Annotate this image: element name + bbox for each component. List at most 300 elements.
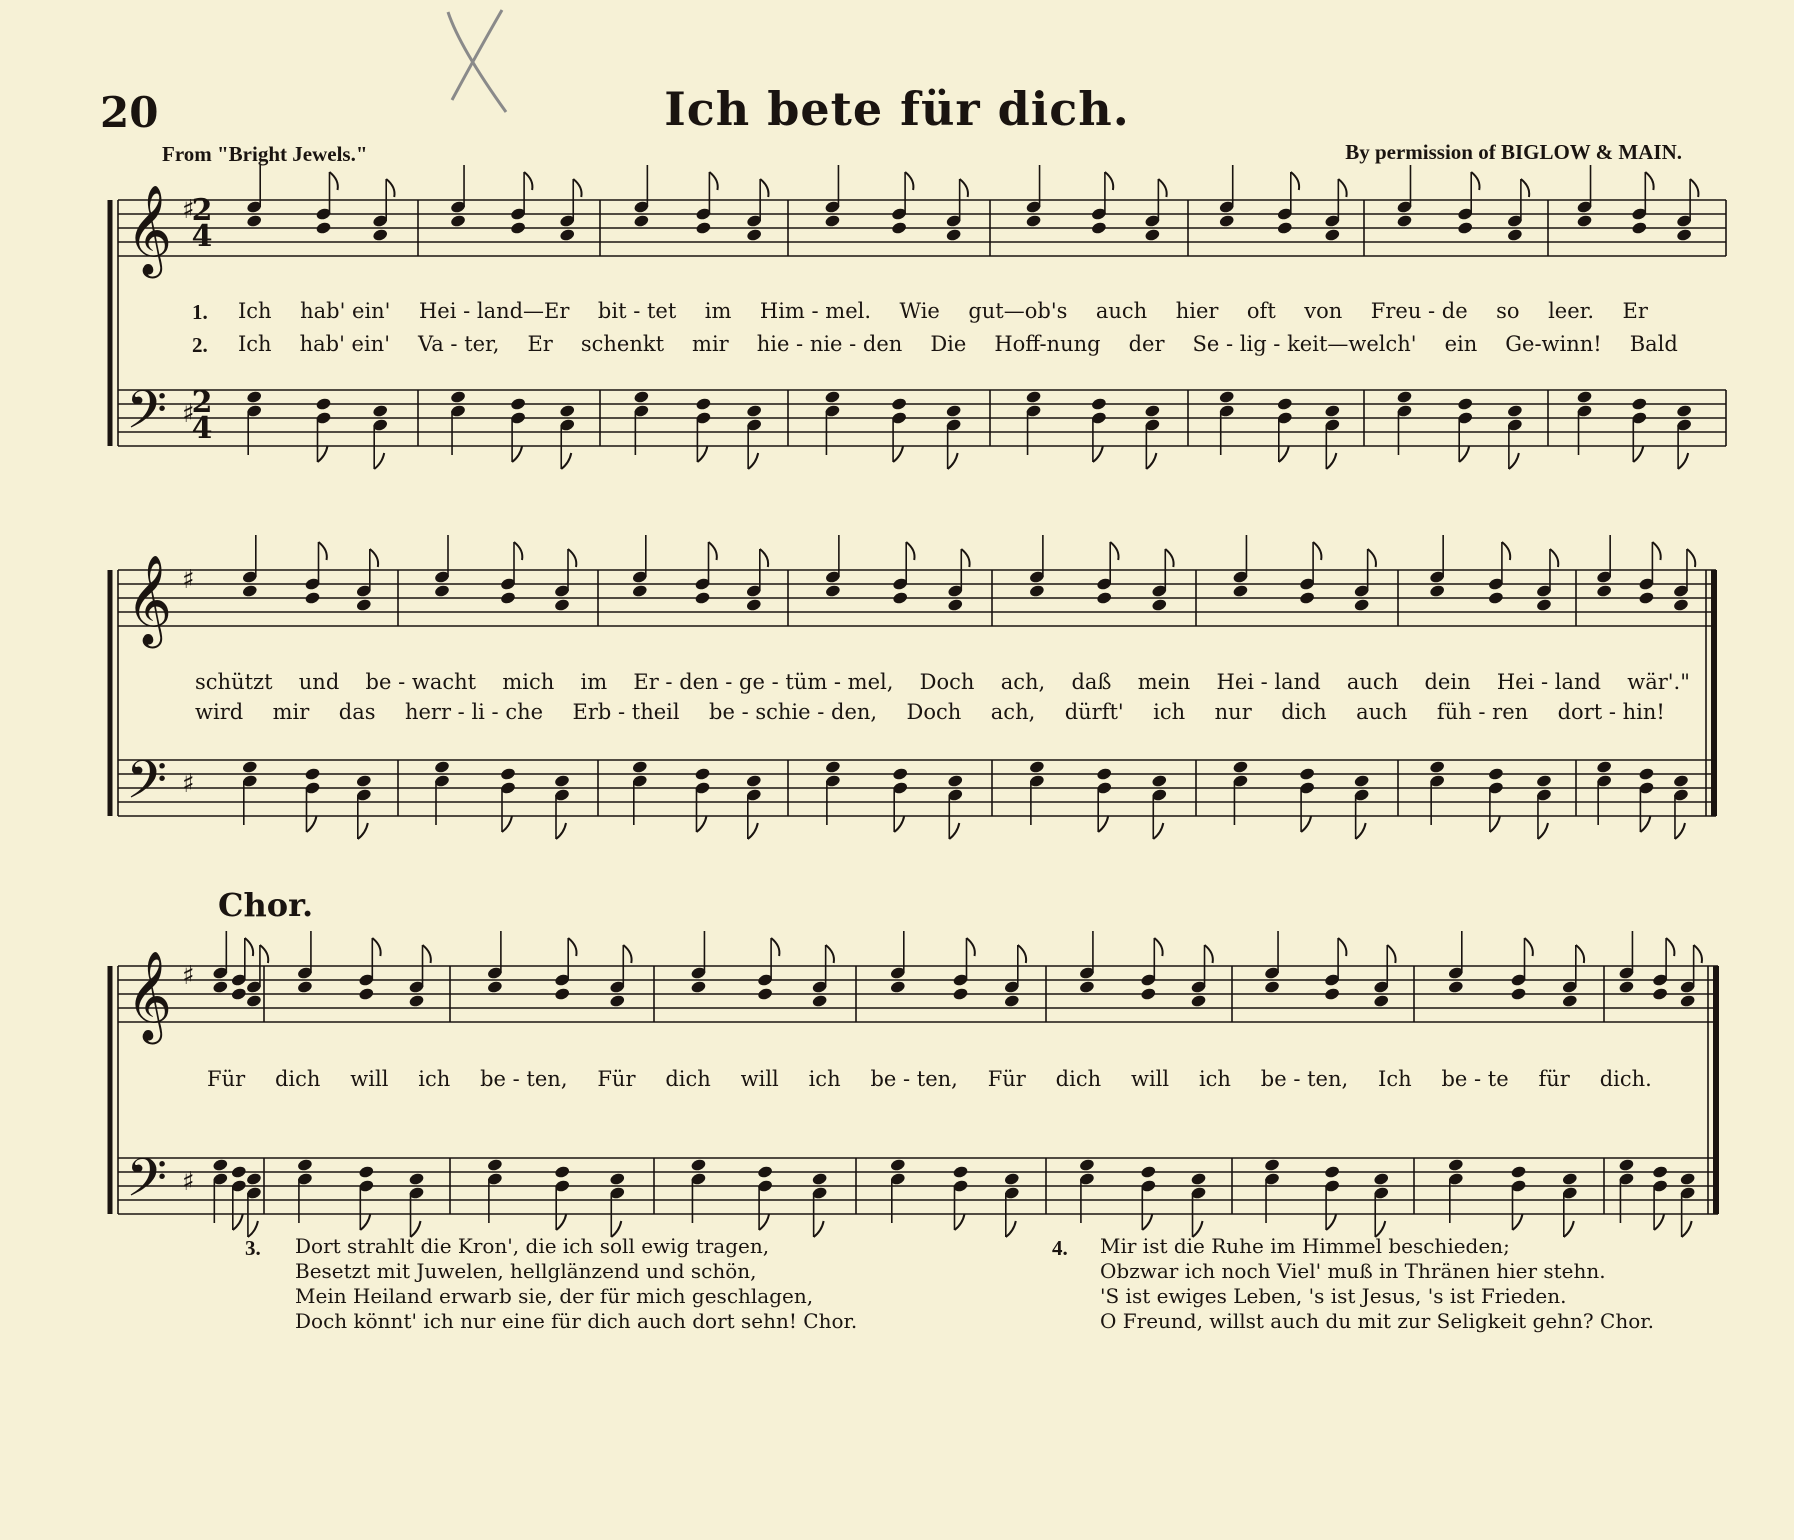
system3-treble-note	[1448, 980, 1465, 994]
system3-treble-flag	[623, 945, 631, 963]
system1-bass-note	[1457, 397, 1474, 411]
chorus-heading: Chor.	[218, 886, 314, 924]
lyric-syllable: oft	[1246, 299, 1276, 323]
bass-time-signature	[190, 385, 214, 446]
system3-treble-flag	[245, 938, 253, 956]
lyric-syllable: schenkt	[580, 332, 665, 356]
system1-bass-flag	[1279, 446, 1289, 462]
system2-treble-flag	[1313, 542, 1321, 560]
stanza-3-line: Besetzt mit Juwelen, hellglänzend und schön,	[295, 1259, 757, 1283]
system2-bass-note	[694, 767, 711, 781]
treble-time-signature	[190, 193, 214, 254]
system3-bass-note	[1652, 1165, 1669, 1179]
treble-time-bottom: 4	[191, 219, 213, 254]
system1-treble-flag	[1521, 179, 1529, 197]
system1-bass-flag	[1093, 446, 1103, 462]
lyric-syllable: be - te	[1441, 1067, 1509, 1091]
system3-bass-note	[1618, 1158, 1635, 1172]
system3-treble-clef: 𝄞	[126, 951, 173, 1041]
system3-treble-note	[1618, 980, 1635, 994]
system3-treble-note	[1679, 994, 1696, 1008]
system1-bass-note	[1631, 397, 1648, 411]
system3-treble-note	[358, 987, 375, 1001]
system2-bass-flag	[1153, 823, 1163, 839]
lyric-syllable: Ich	[238, 332, 272, 356]
system1-treble-sharp: ♯	[182, 195, 195, 225]
lyric-syllable: ach,	[990, 700, 1036, 724]
lyric-syllable: will	[740, 1067, 779, 1091]
system2-treble-note	[1536, 598, 1553, 612]
system3-treble-note	[890, 980, 907, 994]
lyric-syllable: Ge-winn!	[1505, 332, 1602, 356]
system1-treble-flag	[1471, 172, 1479, 190]
lyric-syllable: nur	[1214, 700, 1252, 724]
system3-bass-note	[1004, 1172, 1021, 1186]
system2-bass-flag	[1490, 816, 1500, 832]
system2-bass-flag	[1098, 816, 1108, 832]
stanza-3-number: 3.	[245, 1236, 261, 1260]
system1-bass-clef: 𝄢	[126, 380, 168, 454]
system1-treble-note	[246, 214, 263, 228]
lyric-syllable: auch	[1356, 700, 1408, 724]
system3-bass-flag	[248, 1221, 258, 1237]
system3-bass-flag	[955, 1214, 965, 1230]
stanza-4-line: 'S ist ewiges Leben, 's ist Jesus, 's ist Frieden.	[1100, 1284, 1567, 1308]
system2-treble-flag	[1550, 549, 1558, 567]
lyric-syllable: dich	[665, 1067, 711, 1091]
system3-treble-note	[246, 994, 263, 1008]
system2-bass-flag	[358, 823, 368, 839]
lyric-syllable: im	[704, 299, 732, 323]
system3-treble-flag	[826, 945, 834, 963]
system1-bass-sharp: ♯	[182, 399, 195, 429]
lyric-syllable: wird	[195, 700, 244, 724]
system3-treble-note	[811, 994, 828, 1008]
lyric-syllable: be - ten,	[480, 1067, 568, 1091]
system3-bass-flag	[556, 1214, 566, 1230]
system3-bass-note	[1324, 1165, 1341, 1179]
system2-treble-flag	[906, 542, 914, 560]
system1-bass-note	[633, 390, 650, 404]
lyric-syllable: Doch	[919, 670, 975, 694]
system2-treble-flag	[514, 542, 522, 560]
system2-bass-note	[1096, 767, 1113, 781]
system2-treble-flag	[1368, 549, 1376, 567]
system2-bass-note	[434, 760, 451, 774]
system2-treble-note	[1638, 591, 1655, 605]
lyric-syllable: be - ten,	[870, 1067, 958, 1091]
system3-treble-note	[297, 980, 314, 994]
system3-treble-flag	[1576, 945, 1584, 963]
system1-treble-note	[1396, 214, 1413, 228]
system1-verse1-lyrics	[238, 299, 1648, 323]
system3-treble-note	[554, 987, 571, 1001]
system1-bass-flag	[374, 453, 384, 469]
system2-treble-note	[554, 598, 571, 612]
system3-bass-note	[1079, 1158, 1096, 1172]
system3-bass-flag	[1142, 1214, 1152, 1230]
system2-treble-note	[434, 584, 451, 598]
system1-bass-note	[695, 397, 712, 411]
system2-treble-note	[1353, 598, 1370, 612]
lyric-syllable: Er - den - ge - tüm - mel,	[633, 670, 894, 694]
system1-treble-note	[1507, 228, 1524, 242]
source-credit: From "Bright Jewels."	[162, 142, 368, 166]
system2-bass-flag	[556, 823, 566, 839]
system3-treble-note	[212, 980, 229, 994]
lyric-syllable: bit - tet	[597, 299, 677, 323]
system2-bass-flag	[1640, 816, 1650, 832]
lyric-syllable: im	[580, 670, 608, 694]
system3-bass-note	[231, 1165, 248, 1179]
lyric-syllable: dich	[1055, 1067, 1102, 1091]
stanza-4-line: O Freund, willst auch du mit zur Seligkeit gehn? Chor.	[1100, 1309, 1654, 1333]
page-number: 20	[100, 88, 159, 137]
system2-verse1-lyrics	[195, 670, 1690, 694]
system3-bass-note	[408, 1172, 425, 1186]
system2-treble-note	[1151, 598, 1168, 612]
system1-treble-flag	[386, 179, 394, 197]
lyric-syllable: mein	[1137, 670, 1191, 694]
system3-bass-note	[1140, 1165, 1157, 1179]
lyric-syllable: daß	[1071, 670, 1112, 694]
system1-bass-flag	[893, 446, 903, 462]
system2-bass-note	[1429, 760, 1446, 774]
lyric-syllable: füh - ren	[1436, 700, 1529, 724]
system1-treble-note	[695, 221, 712, 235]
system2-treble-flag	[1165, 549, 1173, 567]
system3-bass-note	[358, 1165, 375, 1179]
system2-treble-note	[1299, 591, 1316, 605]
lyric-syllable: Für	[597, 1067, 636, 1091]
system1-treble-note	[510, 221, 527, 235]
lyric-syllable: Doch	[906, 700, 962, 724]
system3-bass-note	[1448, 1158, 1465, 1172]
system2-bass-note	[947, 774, 964, 788]
system3-bass-note	[1562, 1172, 1579, 1186]
lyric-syllable: das	[338, 700, 376, 724]
system2-bass-note	[1488, 767, 1505, 781]
system2-treble-note	[1488, 591, 1505, 605]
lyric-syllable: dürft'	[1064, 700, 1124, 724]
system3-treble-flag	[372, 938, 380, 956]
lyric-syllable: ich	[1198, 1067, 1231, 1091]
treble-time-top: 2	[191, 193, 213, 228]
lyric-syllable: hab' ein'	[300, 299, 391, 323]
stanza-4-line: Mir ist die Ruhe im Himmel beschieden;	[1100, 1234, 1510, 1258]
system1-treble-flag	[1105, 172, 1113, 190]
system2-treble-clef: 𝄞	[126, 555, 173, 645]
system3-bass-note	[1373, 1172, 1390, 1186]
system3-bass-flag	[1006, 1221, 1016, 1237]
system2-bass-flag	[949, 823, 959, 839]
system3-treble-note	[1562, 994, 1579, 1008]
system1-treble-note	[1457, 221, 1474, 235]
system1-treble-note	[1025, 214, 1042, 228]
system3-bass-clef: 𝄢	[126, 1148, 168, 1222]
lyric-syllable: Er	[1622, 299, 1648, 323]
system1-treble-flag	[330, 172, 338, 190]
system3-treble-note	[487, 980, 504, 994]
system2-bass-note	[825, 760, 842, 774]
system2-treble-flag	[370, 549, 378, 567]
lyric-syllable: dein	[1424, 670, 1471, 694]
system3-treble-note	[1652, 987, 1669, 1001]
verse-2-number: 2.	[192, 333, 208, 357]
verse-1-number: 1.	[192, 300, 208, 324]
system1-bass-flag	[748, 453, 758, 469]
system2-treble-sharp: ♯	[182, 565, 195, 595]
lyric-syllable: dich.	[1599, 1067, 1652, 1091]
system1-treble-note	[945, 228, 962, 242]
system2-treble-flag	[319, 542, 327, 560]
system1-treble-flag	[1690, 179, 1698, 197]
lyric-syllable: schützt	[195, 670, 273, 694]
lyric-syllable: be - schie - den,	[709, 700, 878, 724]
system3-treble-flag	[1154, 938, 1162, 956]
system3-treble-note	[609, 994, 626, 1008]
stanza-3	[295, 1234, 857, 1334]
system3-treble-flag	[1018, 945, 1026, 963]
system2-bass-flag	[697, 816, 707, 832]
system2-bass-note	[1536, 774, 1553, 788]
system3-bass-note	[890, 1158, 907, 1172]
system3-bass-note	[1510, 1165, 1527, 1179]
lyric-syllable: be - wacht	[365, 670, 477, 694]
stanza-3-line: Dort strahlt die Kron', die ich soll ewig tragen,	[295, 1234, 770, 1258]
lyric-syllable: ein	[1444, 332, 1478, 356]
system1-bass-note	[1576, 390, 1593, 404]
system1-bass-note	[315, 397, 332, 411]
lyric-syllable: wär'."	[1627, 670, 1690, 694]
system2-bass-note	[1299, 767, 1316, 781]
system2-treble-note	[304, 591, 321, 605]
lyric-syllable: auch	[1346, 670, 1399, 694]
system2-bass-note	[1596, 760, 1613, 774]
system1-verse2-lyrics	[238, 332, 1678, 356]
system1-bass-note	[1144, 404, 1161, 418]
bass-time-top: 2	[191, 385, 213, 420]
system1-bass-note	[450, 390, 467, 404]
system3-treble-flag	[1525, 938, 1533, 956]
system1-bass-flag	[1459, 446, 1469, 462]
lyric-syllable: mir	[272, 700, 310, 724]
system3-bass-flag	[360, 1214, 370, 1230]
system1-bass-note	[945, 404, 962, 418]
system2-bass-flag	[1356, 823, 1366, 839]
system3-bass-flag	[1682, 1221, 1692, 1237]
system3-treble-flag	[1694, 945, 1702, 963]
system1-treble-flag	[1158, 179, 1166, 197]
system1-bass-note	[510, 397, 527, 411]
stanza-3-line: Doch könnt' ich nur eine für dich auch dort sehn! Chor.	[295, 1309, 858, 1333]
system2-bass-note	[304, 767, 321, 781]
system3-bass-note	[952, 1165, 969, 1179]
system2-bass-flag	[1301, 816, 1311, 832]
system2-bass-note	[746, 774, 763, 788]
system3-bass-note	[757, 1165, 774, 1179]
lyric-syllable: so	[1496, 299, 1520, 323]
lyric-syllable: Hei - land—Er	[418, 299, 570, 323]
system1-bass-note	[1396, 390, 1413, 404]
system1-treble-note	[633, 214, 650, 228]
system3-treble-flag	[1205, 945, 1213, 963]
system3-treble-note	[408, 994, 425, 1008]
system3-treble-note	[231, 987, 248, 1001]
system1-bass-note	[1507, 404, 1524, 418]
stanza-4-number: 4.	[1052, 1236, 1068, 1260]
system1-treble-note	[1576, 214, 1593, 228]
lyric-syllable: Er	[527, 332, 553, 356]
system2-treble-note	[947, 598, 964, 612]
system2-treble-note	[694, 591, 711, 605]
lyric-syllable: will	[350, 1067, 389, 1091]
system2-treble-flag	[961, 549, 969, 567]
system2-treble-note	[1096, 591, 1113, 605]
system1-treble-flag	[573, 179, 581, 197]
system1-bass-flag	[1146, 453, 1156, 469]
lyric-syllable: Für	[207, 1067, 246, 1091]
system3-bass-note	[554, 1165, 571, 1179]
system2-bass-flag	[307, 816, 317, 832]
system3-bass-note	[1190, 1172, 1207, 1186]
lyric-syllable: Va - ter,	[417, 332, 500, 356]
system1-treble-flag	[905, 172, 913, 190]
system3-bass-flag	[1513, 1214, 1523, 1230]
system2-bass-flag	[1675, 823, 1685, 839]
system1-treble-note	[372, 228, 389, 242]
system1-treble-flag	[760, 179, 768, 197]
system1-treble-flag	[1645, 172, 1653, 190]
lyric-syllable: Hei - land	[1496, 670, 1601, 694]
system3-treble-note	[1324, 987, 1341, 1001]
system3-treble-flag	[568, 938, 576, 956]
system1-bass-note	[246, 390, 263, 404]
system1-treble-note	[315, 221, 332, 235]
system3-treble-note	[1079, 980, 1096, 994]
system3-treble-note	[757, 987, 774, 1001]
system1-treble-note	[824, 214, 841, 228]
system2-treble-note	[242, 584, 259, 598]
system1-treble-note	[1631, 221, 1648, 235]
system3-bass-flag	[1326, 1214, 1336, 1230]
lyric-syllable: herr - li - che	[404, 700, 544, 724]
lyric-syllable: ich	[1153, 700, 1186, 724]
chorus-lyrics	[207, 1067, 1652, 1091]
system3-treble-note	[952, 987, 969, 1001]
system3-treble-flag	[1387, 945, 1395, 963]
system3-treble-flag	[771, 938, 779, 956]
system1-treble-flag	[1291, 172, 1299, 190]
permission-credit: By permission of BIGLOW & MAIN.	[1345, 140, 1682, 164]
system1-bass-flag	[948, 453, 958, 469]
system1-treble-note	[1091, 221, 1108, 235]
system2-bass-note	[356, 774, 373, 788]
stanza-3-line: Mein Heiland erwarb sie, der für mich geschlagen,	[295, 1284, 814, 1308]
lyric-syllable: Freu - de	[1370, 299, 1468, 323]
system3-bass-note	[609, 1172, 626, 1186]
lyric-syllable: Him - mel.	[759, 299, 872, 323]
system1-treble-note	[450, 214, 467, 228]
system2-bass-note	[1029, 760, 1046, 774]
lyric-syllable: der	[1128, 332, 1165, 356]
system3-bass-flag	[1654, 1214, 1664, 1230]
system2-treble-note	[500, 591, 517, 605]
system2-verse2-lyrics	[195, 700, 1665, 724]
system2-bass-note	[1638, 767, 1655, 781]
system3-treble-flag	[260, 945, 268, 963]
system2-treble-flag	[1687, 549, 1695, 567]
system3-bass-note	[246, 1172, 263, 1186]
system1-bass-flag	[512, 446, 522, 462]
system1-bass-flag	[1678, 453, 1688, 469]
system3-treble-flag	[967, 938, 975, 956]
lyric-syllable: Für	[987, 1067, 1026, 1091]
hymn-title: Ich bete für dich.	[664, 82, 1130, 136]
system3-treble-note	[1190, 994, 1207, 1008]
system2-bass-note	[500, 767, 517, 781]
system2-bass-note	[892, 767, 909, 781]
system2-bass-flag	[894, 816, 904, 832]
system1-bass-note	[824, 390, 841, 404]
system3-bass-note	[811, 1172, 828, 1186]
lyric-syllable: Ich	[1378, 1067, 1412, 1091]
system2-bass-note	[242, 760, 259, 774]
stanza-4-line: Obzwar ich noch Viel' muß in Thränen hier stehn.	[1100, 1259, 1606, 1283]
system2-treble-note	[746, 598, 763, 612]
lyric-syllable: dich	[274, 1067, 321, 1091]
lyric-syllable: Ich	[238, 299, 272, 323]
system1-bass-note	[746, 404, 763, 418]
system2-treble-note	[632, 584, 649, 598]
lyric-syllable: Die	[930, 332, 967, 356]
system1-treble-note	[746, 228, 763, 242]
system2-bass-flag	[502, 816, 512, 832]
lyric-syllable: ich	[418, 1067, 451, 1091]
system1-treble-note	[1144, 228, 1161, 242]
system1-bass-flag	[1633, 446, 1643, 462]
lyric-syllable: leer.	[1548, 299, 1595, 323]
system3-treble-note	[690, 980, 707, 994]
system2-bass-flag	[1538, 823, 1548, 839]
system1-bass-note	[1324, 404, 1341, 418]
system2-treble-flag	[568, 549, 576, 567]
system2-treble-flag	[1652, 542, 1660, 560]
system2-bass-sharp: ♯	[182, 769, 195, 799]
lyric-syllable: hier	[1175, 299, 1219, 323]
system1-treble-flag	[960, 179, 968, 197]
system2-treble-note	[892, 591, 909, 605]
system2-treble-flag	[1502, 542, 1510, 560]
system3-bass-note	[1264, 1158, 1281, 1172]
system1-bass-note	[1218, 390, 1235, 404]
system2-treble-note	[356, 598, 373, 612]
system3-treble-sharp: ♯	[182, 961, 195, 991]
system2-bass-note	[1151, 774, 1168, 788]
system3-bass-note	[690, 1158, 707, 1172]
system1-bass-flag	[1326, 453, 1336, 469]
lyric-syllable: mich	[502, 670, 555, 694]
system1-treble-note	[1676, 228, 1693, 242]
system3-treble-note	[1264, 980, 1281, 994]
lyric-syllable: be - ten,	[1260, 1067, 1349, 1091]
lyric-syllable: Bald	[1629, 332, 1678, 356]
system1-bass-flag	[561, 453, 571, 469]
stanza-4	[1100, 1234, 1654, 1334]
system2-bass-note	[1353, 774, 1370, 788]
system3-bass-note	[1679, 1172, 1696, 1186]
system1-bass-flag	[318, 446, 328, 462]
